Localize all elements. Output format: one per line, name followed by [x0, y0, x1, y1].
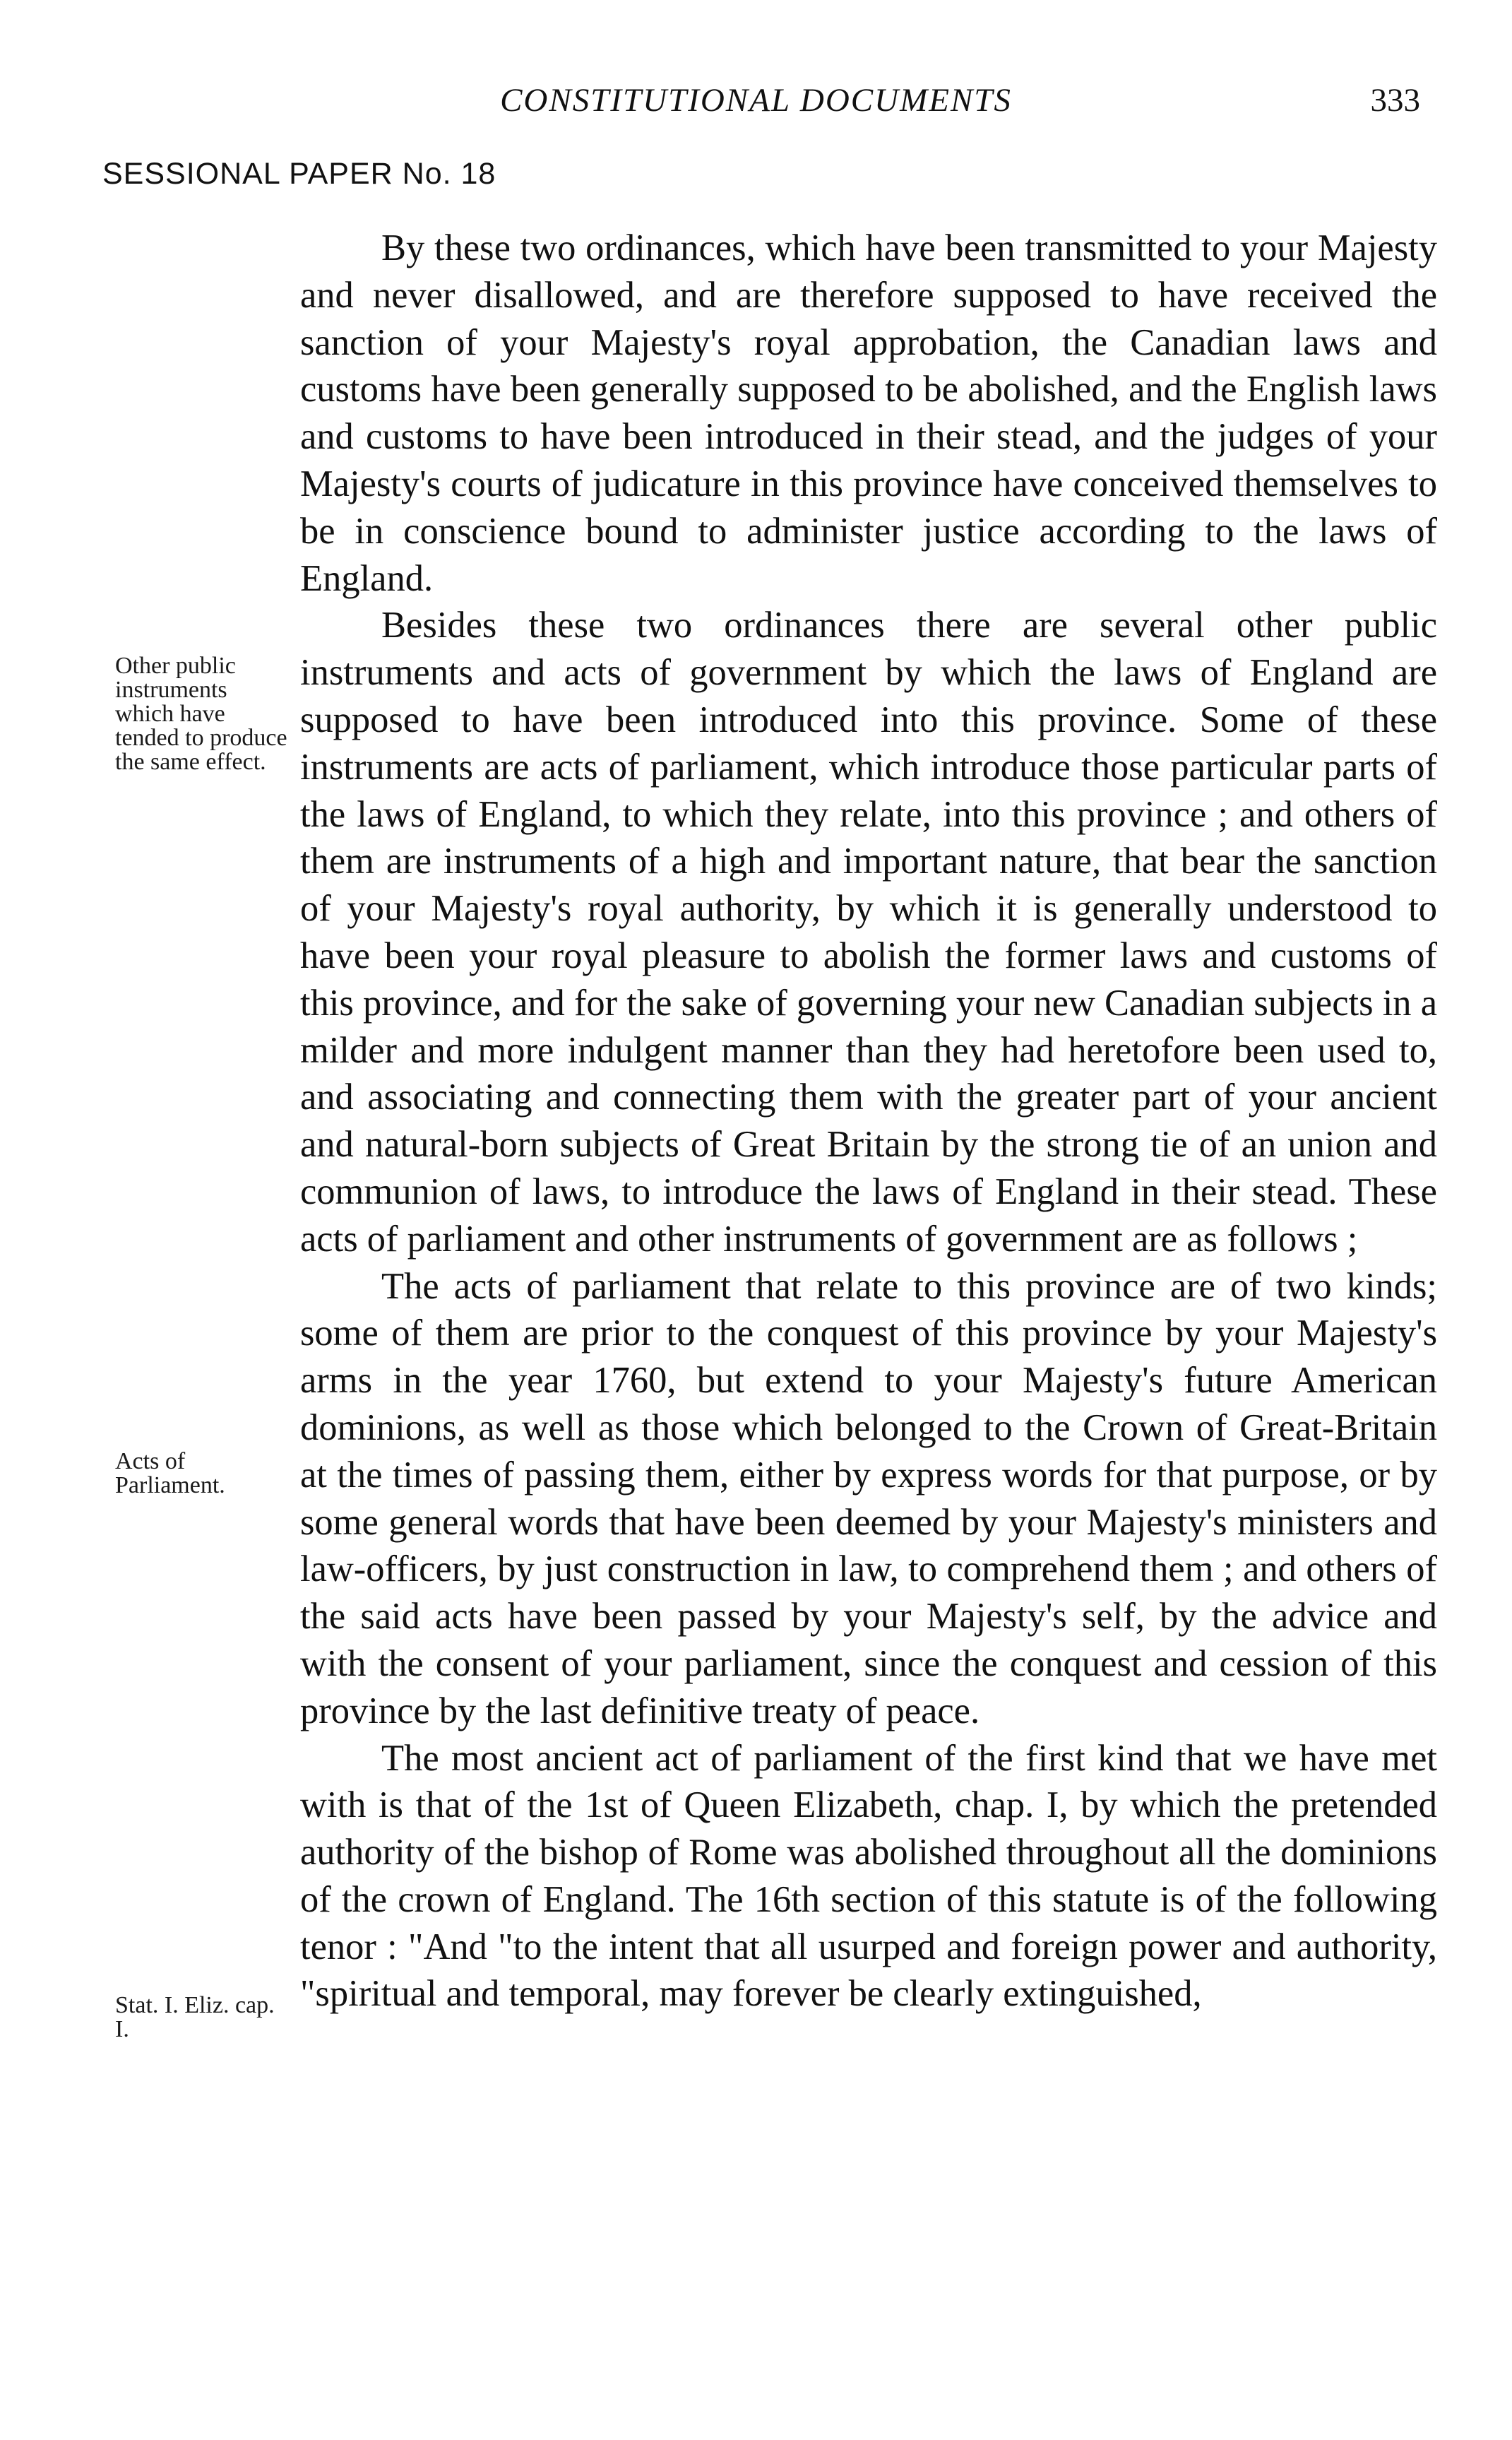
paragraph-other-instruments: Besides these two ordinances there are several other public instruments and acts of government by which the laws of England are supposed to have been introduced into this province. Some of these instruments are acts of parliament, which introduce those particular parts of the laws of England, to which they relate, into this province ; and others of them are instruments of a high and important nature, that bear the sanction of your Majesty's royal authority, by which it is generally understood to have been your royal pleasure to abolish the former laws and customs of this province, and for the sake of governing your new Canadian subjects in a milder and more indulgent manner than they had heretofore been used to, and associating and connecting them with the greater part of your ancient and natural-born subjects of Great Britain by the strong tie of an union and communion of laws, to introduce the laws of England in their stead. These acts of parliament and other instruments of government are as follows ; — [300, 605, 1437, 1260]
page-number: 333 — [1370, 82, 1420, 119]
body-text — [300, 225, 1437, 2018]
paragraph-acts-of-parliament: The acts of parliament that relate to this province are of two kinds; some of them are prior to the conquest of this province by your Majesty's arms in the year 1760, but extend to your Majesty's future American dominions, as well as those which belonged to the Crown of Great-Britain at the times of passing them, either by express words for that purpose, or by some general words that have been deemed by your Majesty's ministers and law-officers, by just construction in law, to comprehend them ; and others of the said acts have been passed by your Majesty's self, by the advice and with the consent of your parliament, since the conquest and cession of this province by the last definitive treaty of peace. — [300, 1265, 1437, 1731]
sessional-paper-label: SESSIONAL PAPER No. 18 — [102, 157, 496, 191]
running-title: CONSTITUTIONAL DOCUMENTS — [500, 82, 1012, 119]
margin-note-acts-of-parliament: Acts of Parliament. — [115, 1448, 225, 1498]
paragraph-ordinances: By these two ordinances, which have been transmitted to your Majesty and never disallowed, and are therefore supposed to have received the sanction of your Majesty's royal approbation, the Canadian laws and customs have been generally supposed to be abolished, and the English laws and customs to have been introduced in their stead, and the judges of your Majesty's courts of judicature in this province have conceived themselves to be in conscience bound to administer justice according to the laws of England. — [300, 227, 1437, 599]
margin-note-statute-elizabeth: Stat. I. Eliz. cap. I. — [115, 1992, 275, 2042]
paragraph-elizabeth-statute: The most ancient act of parliament of the first kind that we have met with is that of the 1st of Queen Elizabeth, chap. I, by which the pretended authority of the bishop of Rome was abolished throughout all the dominions of the crown of England. The 16th section of this statute is of the following tenor : "And "to the intent that all usurped and foreign power and authority, "spiritual and temporal, may forever be clearly extinguished, — [300, 1737, 1437, 2015]
margin-note-other-instruments: Other public instruments which have tended to produce the same effect. — [115, 653, 287, 775]
